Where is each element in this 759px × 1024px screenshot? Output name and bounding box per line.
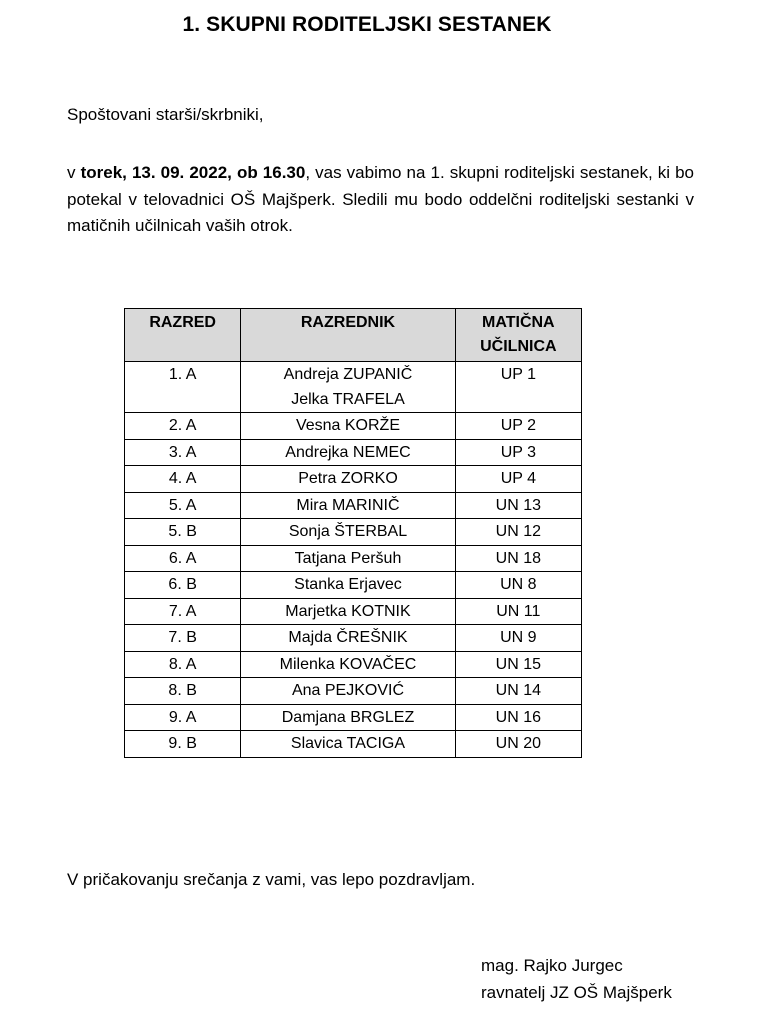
header-razred: RAZRED [125,309,241,362]
cell-razrednik [241,362,455,413]
table-row [125,362,582,413]
cell-razrednik: Stanka Erjavec [241,572,455,599]
meeting-date: torek, 13. 09. 2022, ob 16.30 [80,163,306,182]
cell-ucilnica: UN 8 [455,572,581,599]
cell-razrednik: Tatjana Peršuh [241,545,455,572]
cell-razred: 2. A [125,413,241,440]
table-body [125,362,582,758]
cell-razred: 9. B [125,731,241,758]
teacher-name-second: Jelka TRAFELA [291,391,405,408]
table-row [125,492,582,519]
table-row [125,519,582,546]
document-title: 1. SKUPNI RODITELJSKI SESTANEK [182,13,552,36]
intro-prefix: v [67,163,81,182]
closing-line: V pričakovanju srečanja z vami, vas lepo pozdravljam. [67,870,476,889]
table-row [125,466,582,493]
cell-ucilnica: UP 3 [455,439,581,466]
signature-role: ravnatelj JZ OŠ Majšperk [481,983,672,1002]
cell-ucilnica: UN 14 [455,678,581,705]
signature-name: mag. Rajko Jurgec [481,956,623,975]
table-row [125,598,582,625]
greeting: Spoštovani starši/skrbniki, [67,105,264,124]
table-row [125,413,582,440]
teacher-name: Andreja ZUPANIČ [283,366,413,383]
cell-razred: 4. A [125,466,241,493]
cell-razred: 8. B [125,678,241,705]
table-row [125,731,582,758]
table-row [125,625,582,652]
table-header-row [125,309,582,362]
class-teacher-table [124,308,582,758]
cell-razrednik: Ana PEJKOVIĆ [241,678,455,705]
table-row [125,545,582,572]
cell-razred: 3. A [125,439,241,466]
cell-razred: 6. A [125,545,241,572]
table-row [125,678,582,705]
signature-block [481,952,672,1006]
intro-suffix: , vas vabimo na 1. skupni roditeljski sestanek, ki bo potekal v telovadnici OŠ Majšperk. Sledili mu bodo oddelčni roditeljski sestanki v matičnih učilnicah vaših otrok. [67,163,694,235]
cell-razrednik: Vesna KORŽE [241,413,455,440]
cell-razred: 7. B [125,625,241,652]
cell-razred: 1. A [125,362,241,413]
cell-ucilnica: UP 1 [455,362,581,413]
table-row [125,704,582,731]
table-row [125,572,582,599]
cell-razrednik: Slavica TACIGA [241,731,455,758]
cell-razrednik: Andrejka NEMEC [241,439,455,466]
cell-razred: 5. B [125,519,241,546]
intro-paragraph [67,160,694,240]
cell-ucilnica: UN 16 [455,704,581,731]
cell-ucilnica: UN 18 [455,545,581,572]
cell-ucilnica: UN 11 [455,598,581,625]
cell-razred: 9. A [125,704,241,731]
cell-razred: 8. A [125,651,241,678]
cell-razrednik: Sonja ŠTERBAL [241,519,455,546]
cell-razrednik: Mira MARINIČ [241,492,455,519]
cell-razrednik: Milenka KOVAČEC [241,651,455,678]
cell-ucilnica: UP 2 [455,413,581,440]
header-ucilnica-line1: MATIČNA [482,314,555,331]
header-ucilnica-line2: UČILNICA [480,338,557,355]
cell-razred: 5. A [125,492,241,519]
cell-ucilnica: UN 20 [455,731,581,758]
cell-razrednik: Damjana BRGLEZ [241,704,455,731]
cell-razrednik: Marjetka KOTNIK [241,598,455,625]
table-row [125,651,582,678]
cell-ucilnica: UN 13 [455,492,581,519]
cell-razrednik: Petra ZORKO [241,466,455,493]
cell-ucilnica: UN 12 [455,519,581,546]
cell-ucilnica: UP 4 [455,466,581,493]
cell-razrednik: Majda ČREŠNIK [241,625,455,652]
cell-ucilnica: UN 9 [455,625,581,652]
table-row [125,439,582,466]
header-ucilnica [455,309,581,362]
header-razrednik: RAZREDNIK [241,309,455,362]
cell-razred: 7. A [125,598,241,625]
cell-ucilnica: UN 15 [455,651,581,678]
cell-razred: 6. B [125,572,241,599]
